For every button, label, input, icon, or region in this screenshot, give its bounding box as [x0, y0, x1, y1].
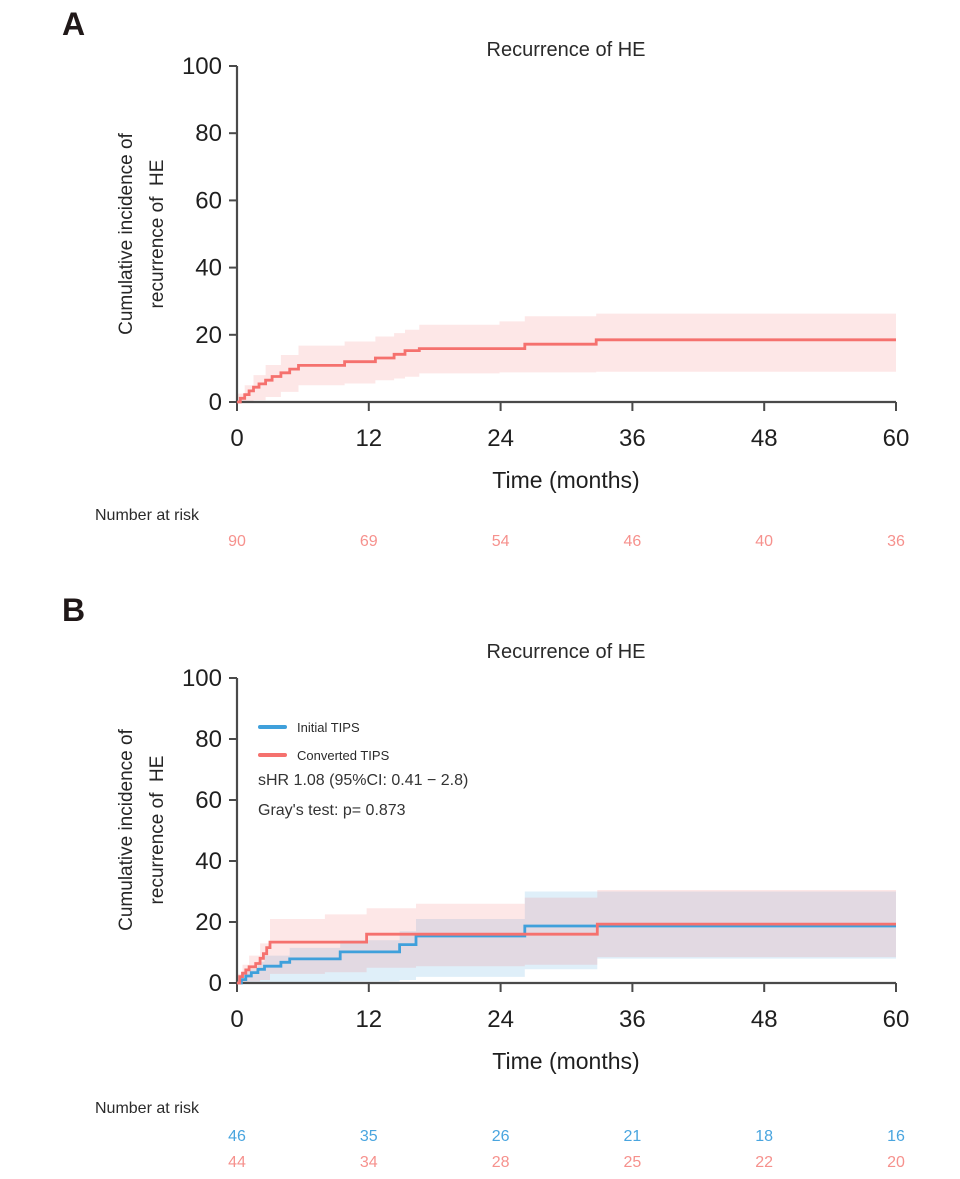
panel-a-label: A	[62, 6, 86, 42]
legend-line-initial-tips-icon	[258, 725, 287, 729]
x-tick-label: 0	[230, 425, 244, 452]
grays-test-annotation: Gray's test: p= 0.873	[258, 802, 406, 819]
panel-a-title: Recurrence of HE	[486, 39, 646, 61]
panel-b-y-axis-label	[111, 660, 175, 1000]
risk-value: 46	[228, 1128, 246, 1145]
all-patients-ci-band	[237, 314, 896, 402]
y-axis-label-line-1: Cumulative incidence of	[116, 729, 137, 931]
risk-value: 46	[623, 533, 642, 550]
y-tick-label: 80	[195, 726, 222, 753]
y-tick-label: 0	[208, 970, 222, 997]
x-tick-label: 0	[230, 1006, 244, 1033]
risk-value: 22	[755, 1154, 774, 1171]
y-tick-label: 40	[195, 848, 222, 875]
risk-value: 90	[228, 533, 246, 550]
risk-row-converted-tips	[0, 1154, 960, 1174]
y-axis-label-line-1: Cumulative incidence of	[116, 133, 137, 335]
y-axis-label-line-2: recurrence of HE	[147, 159, 168, 309]
y-tick-label: 80	[195, 120, 222, 148]
risk-value: 16	[887, 1128, 905, 1145]
panel-b-x-axis-label: Time (months)	[492, 1048, 640, 1074]
risk-value: 18	[755, 1128, 774, 1145]
risk-value: 54	[491, 533, 510, 550]
y-tick-label: 0	[208, 389, 222, 416]
panel-b-label: B	[62, 592, 86, 628]
y-tick-label: 60	[195, 187, 222, 215]
panel-a-x-axis-label: Time (months)	[492, 467, 640, 493]
panel-b-risk-table-label: Number at risk	[95, 1100, 200, 1117]
risk-value: 34	[359, 1154, 378, 1171]
risk-value: 44	[228, 1154, 246, 1171]
legend-label-converted-tips: Converted TIPS	[297, 747, 390, 763]
y-tick-label: 100	[181, 53, 222, 80]
y-tick-label: 20	[195, 321, 222, 349]
risk-value: 25	[623, 1154, 642, 1171]
risk-value: 40	[755, 533, 774, 550]
stats-annotation	[258, 766, 468, 826]
risk-value: 20	[887, 1154, 905, 1171]
x-tick-label: 48	[750, 1006, 778, 1033]
risk-row-all-patients	[0, 533, 960, 553]
risk-value: 21	[623, 1128, 642, 1145]
risk-value: 26	[491, 1128, 510, 1145]
legend-line-converted-tips-icon	[258, 753, 287, 757]
legend-item-initial-tips	[258, 713, 389, 741]
x-tick-label: 24	[487, 1006, 514, 1033]
risk-row-initial-tips	[0, 1128, 960, 1148]
panel-a-plot	[182, 53, 909, 452]
y-tick-label: 100	[181, 665, 222, 692]
risk-value: 35	[359, 1128, 378, 1145]
panel-a-risk-table-label: Number at risk	[95, 507, 200, 524]
y-axis-label-line-2: recurrence of HE	[147, 755, 168, 905]
risk-value: 69	[359, 533, 378, 550]
x-tick-label: 36	[619, 425, 646, 452]
shr-annotation: sHR 1.08 (95%CI: 0.41 − 2.8)	[258, 772, 469, 789]
y-tick-label: 20	[195, 909, 222, 936]
x-tick-label: 60	[882, 1006, 910, 1033]
x-tick-label: 60	[882, 425, 910, 452]
x-tick-label: 12	[355, 425, 383, 452]
risk-value: 36	[887, 533, 905, 550]
panel-b-title: Recurrence of HE	[486, 641, 646, 663]
legend-label-initial-tips: Initial TIPS	[297, 719, 360, 735]
x-tick-label: 36	[619, 1006, 646, 1033]
x-tick-label: 24	[487, 425, 514, 452]
legend	[258, 713, 389, 769]
risk-value: 28	[491, 1154, 510, 1171]
legend-item-converted-tips	[258, 741, 389, 769]
panel-a-y-axis-label	[111, 64, 175, 404]
x-tick-label: 48	[750, 425, 778, 452]
y-tick-label: 60	[195, 787, 222, 814]
x-tick-label: 12	[355, 1006, 383, 1033]
y-tick-label: 40	[195, 254, 222, 282]
